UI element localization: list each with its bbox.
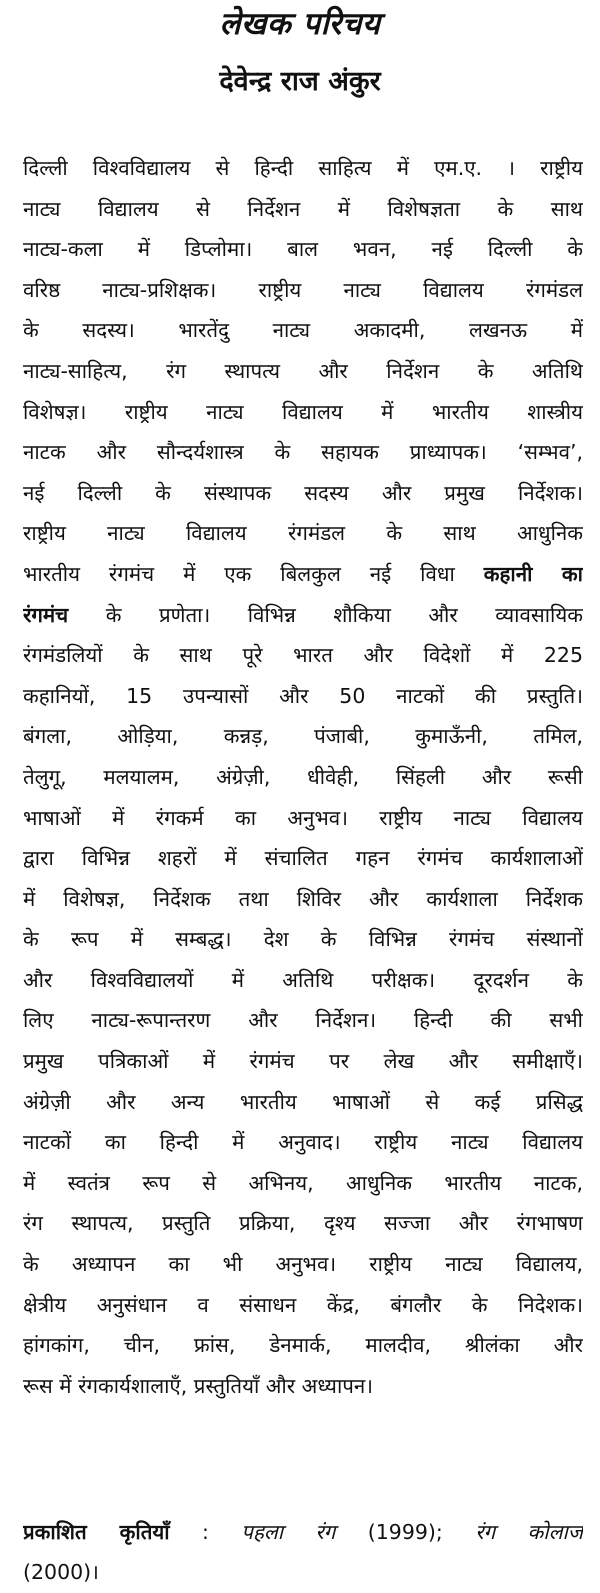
bio-line: लिए नाट्य-रूपान्तरण और निर्देशन। हिन्दी की सभी: [23, 1008, 583, 1033]
bio-emphasis: रंगमंच: [23, 602, 69, 627]
published-works-separator: :: [169, 1520, 242, 1544]
bio-line: रूस में रंगकार्यशालाएँ, प्रस्तुतियाँ और अध्यापन।: [23, 1373, 374, 1398]
bio-line: रंगमंडलियों के साथ पूरे भारत और विदेशों में 225: [23, 643, 583, 668]
bio-line: बंगला, ओड़िया, कन्नड़, पंजाबी, कुमाऊँनी, तमिल,: [23, 724, 583, 749]
bio-emphasis: कहानी का: [483, 561, 583, 586]
bio-line: क्षेत्रीय अनुसंधान व संसाधन केंद्र, बंगलौर के निदेशक।: [23, 1292, 583, 1317]
published-works-line-2: [23, 1552, 583, 1592]
bio-line: द्वारा विभिन्न शहरों में संचालित गहन रंगमंच कार्यशालाओं: [23, 846, 583, 871]
bio-text: भारतीय रंगमंच में एक बिलकुल नई विधा: [23, 561, 484, 586]
bio-line: दिल्ली विश्वविद्यालय से हिन्दी साहित्य में एम.ए. । राष्ट्रीय: [23, 156, 583, 180]
bio-line: [23, 595, 583, 636]
work-title-1: पहला रंग: [241, 1520, 336, 1544]
bio-line: के अध्यापन का भी अनुभव। राष्ट्रीय नाट्य विद्यालय,: [23, 1252, 583, 1277]
bio-line: नाटक और सौन्दर्यशास्त्र के सहायक प्राध्यापक। ‘सम्भव’,: [23, 440, 583, 465]
bio-line: नाट्य-कला में डिप्लोमा। बाल भवन, नई दिल्ली के: [23, 237, 583, 262]
published-works-label: प्रकाशित कृतियाँ: [23, 1520, 170, 1544]
bio-line: के रूप में सम्बद्ध। देश के विभिन्न रंगमंच संस्थानों: [23, 927, 583, 952]
bio-line: के सदस्य। भारतेंदु नाट्य अकादमी, लखनऊ में: [23, 318, 583, 343]
bio-line: नाटकों का हिन्दी में अनुवाद। राष्ट्रीय नाट्य विद्यालय: [23, 1130, 583, 1155]
bio-line: अंग्रेज़ी और अन्य भारतीय भाषाओं से कई प्रसिद्ध: [23, 1089, 583, 1114]
work-year-2: (2000)।: [23, 1560, 99, 1584]
work-title-2: रंग कोलाज: [475, 1520, 583, 1544]
bio-line: हांगकांग, चीन, फ्रांस, डेनमार्क, मालदीव, श्रीलंका और: [23, 1333, 583, 1358]
bio-line: नाट्य-साहित्य, रंग स्थापत्य और निर्देशन के अतिथि: [23, 358, 583, 383]
bio-line: में स्वतंत्र रूप से अभिनय, आधुनिक भारतीय नाटक,: [23, 1170, 583, 1195]
work-year-1: (1999);: [335, 1520, 476, 1544]
bio-line: नई दिल्ली के संस्थापक सदस्य और प्रमुख निर्देशक।: [23, 480, 583, 505]
bio-line: रंग स्थापत्य, प्रस्तुति प्रक्रिया, दृश्य सज्जा और रंगभाषण: [23, 1211, 583, 1236]
bio-line: प्रमुख पत्रिकाओं में रंगमंच पर लेख और समीक्षाएँ।: [23, 1049, 583, 1074]
published-works: [23, 1512, 583, 1592]
bio-line: [23, 554, 583, 595]
bio-line: तेलुगू, मलयालम, अंग्रेज़ी, धीवेही, सिंहली और रूसी: [23, 764, 583, 789]
bio-line: और विश्वविद्यालयों में अतिथि परीक्षक। दूरदर्शन के: [23, 967, 583, 992]
bio-line: वरिष्ठ नाट्य-प्रशिक्षक। राष्ट्रीय नाट्य विद्यालय रंगमंडल: [23, 277, 583, 302]
bio-line: भाषाओं में रंगकर्म का अनुभव। राष्ट्रीय नाट्य विद्यालय: [23, 805, 583, 830]
bio-line: कहानियों, 15 उपन्यासों और 50 नाटकों की प्रस्तुति।: [23, 683, 583, 708]
bio-line: विशेषज्ञ। राष्ट्रीय नाट्य विद्यालय में भारतीय शास्त्रीय: [23, 399, 583, 424]
author-name: देवेन्द्र राज अंकुर: [219, 66, 381, 97]
bio-line: में विशेषज्ञ, निर्देशक तथा शिविर और कार्यशाला निर्देशक: [23, 886, 583, 911]
published-works-line-1: [23, 1512, 583, 1552]
bio-line: राष्ट्रीय नाट्य विद्यालय रंगमंडल के साथ आधुनिक: [23, 521, 583, 546]
bio-text: के प्रणेता। विभिन्न शौकिया और व्यावसायिक: [68, 602, 583, 627]
page-heading: लेखक परिचय: [219, 6, 381, 42]
author-biography: [23, 148, 583, 1406]
bio-line: नाट्य विद्यालय से निर्देशन में विशेषज्ञता के साथ: [23, 196, 583, 221]
